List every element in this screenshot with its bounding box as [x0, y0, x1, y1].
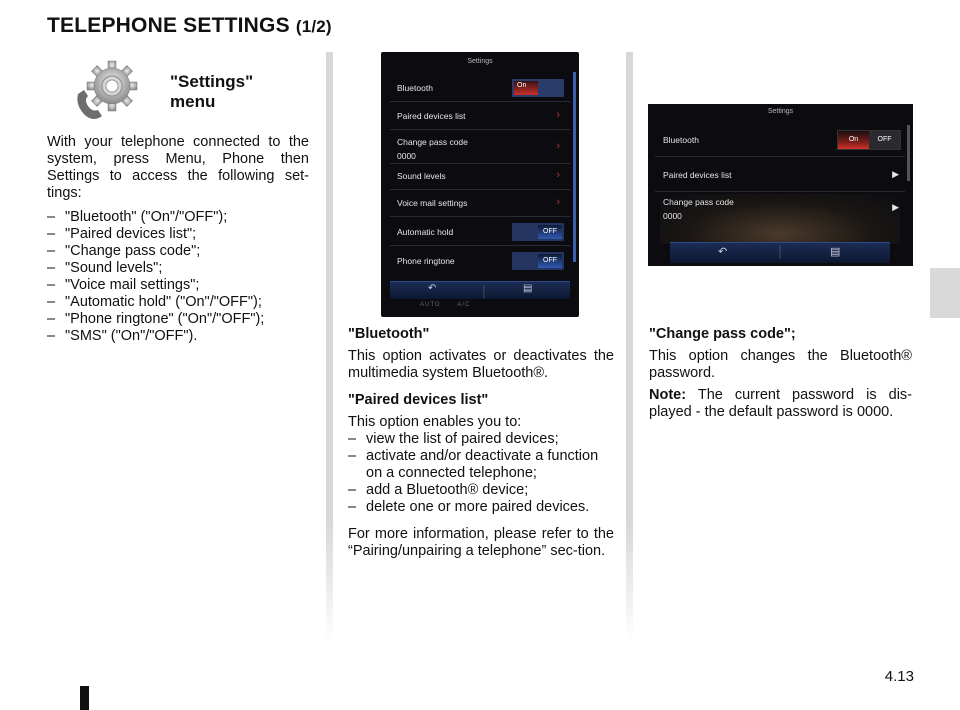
toggle-off-segment: OFF [538, 225, 562, 239]
note-label: Note: [649, 387, 687, 403]
climate-strip [420, 302, 470, 308]
list-item: – "Voice mail settings"; [47, 277, 317, 294]
toggle-on-segment: On [838, 131, 869, 149]
section-tab [930, 268, 960, 318]
bluetooth-toggle[interactable] [512, 79, 564, 97]
settings-menu-title-line1: "Settings" [170, 72, 254, 91]
row-label-text: Change pass code [397, 137, 468, 147]
menu-list-icon[interactable]: ▤ [830, 246, 841, 258]
setting-row-paired-devices[interactable] [655, 159, 905, 192]
column-divider-right [626, 52, 633, 642]
screen-bottom-bar [390, 281, 570, 299]
row-value: 0000 [397, 151, 416, 161]
row-label: Bluetooth [663, 135, 699, 145]
note-paragraph [649, 387, 912, 421]
setting-row-bluetooth[interactable] [390, 75, 570, 102]
row-label: Phone ringtone [397, 256, 455, 266]
toggle-off-segment: OFF [538, 254, 562, 268]
chevron-right-icon: › [556, 196, 560, 208]
list-item: – activate and/or deactivate a function on a connected telephone; [348, 448, 614, 482]
margin-marker [80, 686, 89, 710]
pass-code-heading: "Change pass code"; [649, 326, 796, 342]
column-divider-left [326, 52, 333, 642]
arrow-right-icon: ▶ [892, 202, 899, 212]
setting-row-change-pass-code[interactable] [655, 192, 905, 224]
page-title-text: TELEPHONE SETTINGS [47, 14, 290, 37]
setting-row-phone-ringtone[interactable] [390, 248, 570, 274]
row-label [663, 195, 734, 223]
list-item: – "Paired devices list"; [47, 226, 317, 243]
row-label-text: Change pass code [663, 197, 734, 207]
row-label: Paired devices list [397, 111, 466, 121]
paired-intro: This option enables you to: [348, 414, 522, 430]
row-value: 0000 [663, 211, 682, 221]
bluetooth-toggle[interactable] [837, 130, 901, 150]
more-info-text: For more information, please refer to the “Pairing/unpairing a telephone” sec-tion. [348, 526, 614, 559]
climate-auto-label: AUTO [420, 302, 441, 308]
row-label: Automatic hold [397, 227, 454, 237]
list-item: – delete one or more paired devices. [348, 499, 614, 516]
chevron-right-icon: › [556, 169, 560, 181]
list-item: – "SMS" ("On"/"OFF"). [47, 328, 317, 345]
bar-separator: | [482, 282, 486, 298]
settings-menu-title-line2: menu [170, 92, 216, 111]
phone-settings-gear-icon [72, 58, 142, 124]
menu-list-icon[interactable]: ▤ [523, 283, 533, 294]
page-number: 4.13 [884, 668, 914, 685]
automatic-hold-toggle[interactable] [512, 223, 564, 241]
setting-row-bluetooth[interactable] [655, 124, 905, 157]
bluetooth-heading: "Bluetooth" [348, 326, 430, 342]
screen-bottom-bar [670, 242, 890, 263]
screen-header: Settings [767, 108, 794, 115]
list-item: – "Automatic hold" ("On"/"OFF"); [47, 294, 317, 311]
setting-row-sound-levels[interactable] [390, 163, 570, 190]
back-icon[interactable]: ↶ [718, 246, 728, 258]
page-title [47, 14, 332, 38]
chevron-right-icon: › [556, 140, 560, 152]
climate-ac-label: A/C [457, 302, 471, 308]
row-label: Bluetooth [397, 83, 433, 93]
page-title-suffix: (1/2) [295, 17, 332, 36]
bar-separator: | [778, 243, 782, 260]
list-item: – view the list of paired devices; [348, 431, 614, 448]
row-label: Paired devices list [663, 170, 732, 180]
settings-menu-title [170, 72, 253, 112]
scrollbar[interactable] [573, 72, 576, 262]
right-column [649, 326, 912, 421]
bluetooth-description: This option activates or deactivates the multimedia system Bluetooth®. [348, 348, 614, 381]
setting-row-automatic-hold[interactable] [390, 219, 570, 246]
note-text: The current password is dis-played - the default password is 0000. [649, 387, 912, 420]
chevron-right-icon: › [556, 109, 560, 121]
setting-row-change-pass-code[interactable] [390, 131, 570, 164]
list-item: – "Sound levels"; [47, 260, 317, 277]
back-icon[interactable]: ↶ [428, 283, 437, 294]
list-item: – add a Bluetooth® device; [348, 482, 614, 499]
phone-ringtone-toggle[interactable] [512, 252, 564, 270]
paired-heading: "Paired devices list" [348, 392, 489, 408]
toggle-on-segment: On [514, 81, 538, 95]
setting-row-paired-devices[interactable] [390, 103, 570, 130]
list-item: – "Bluetooth" ("On"/"OFF"); [47, 209, 317, 226]
screen-header: Settings [467, 58, 493, 65]
arrow-right-icon: ▶ [892, 169, 899, 179]
list-item: – "Phone ringtone" ("On"/"OFF"); [47, 311, 317, 328]
paired-options-list [348, 431, 614, 516]
scrollbar[interactable] [907, 125, 910, 181]
row-label: Voice mail settings [397, 198, 468, 208]
settings-list [47, 209, 317, 345]
setting-row-voice-mail[interactable] [390, 190, 570, 217]
pass-code-description: This option changes the Bluetooth® password. [649, 348, 912, 381]
left-intro: With your telephone connected to the system, press Menu, Phone then Settings to access the following set-tings: [47, 134, 309, 201]
row-label [397, 135, 468, 163]
toggle-off-segment: OFF [869, 131, 900, 149]
list-item: – "Change pass code"; [47, 243, 317, 260]
row-label: Sound levels [397, 171, 446, 181]
middle-column [348, 326, 614, 560]
